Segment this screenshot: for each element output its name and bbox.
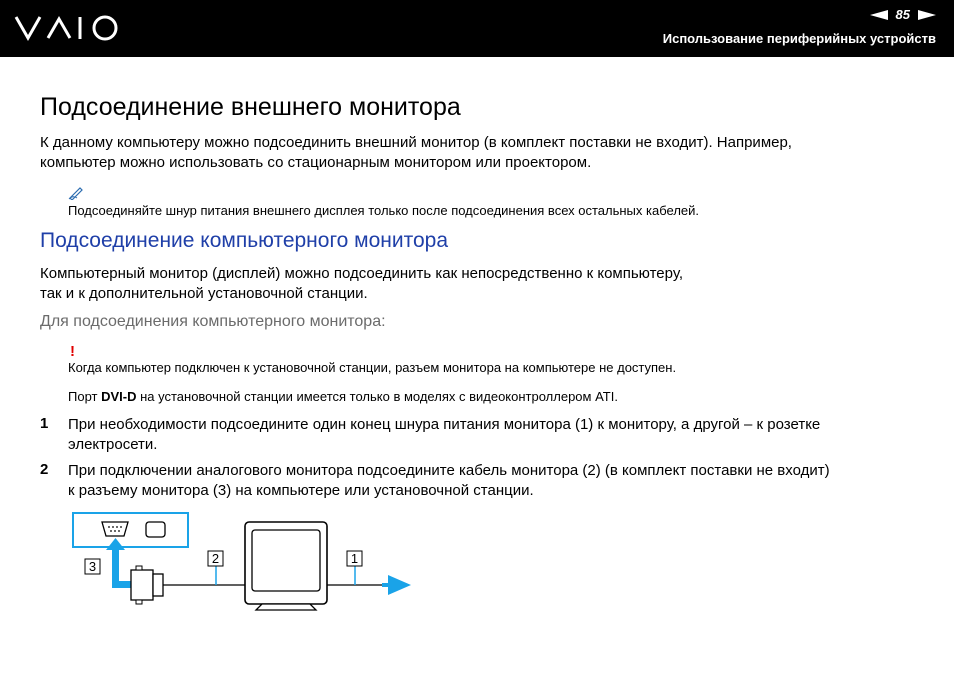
port-note-suffix: на установочной станции имеется только в моделях с видеоконтроллером ATI. (136, 389, 618, 404)
prev-page-icon[interactable] (870, 10, 888, 20)
monitor-stand (256, 604, 316, 610)
callout-1: 1 (350, 551, 359, 566)
intro-line-1: К данному компьютеру можно подсоединить внешний монитор (в комплект поставки не входит). Например, (40, 134, 792, 151)
other-port-icon (146, 522, 165, 537)
port-note (68, 388, 618, 405)
port-note-prefix: Порт (68, 389, 102, 404)
step-1-line-2: электросети. (68, 436, 158, 453)
sub-intro-line-2: так и к дополнительной установочной станции. (40, 285, 368, 302)
note-pencil-icon (68, 186, 84, 200)
page-title: Подсоединение внешнего монитора (40, 93, 461, 121)
sub-intro-line-1: Компьютерный монитор (дисплей) можно подсоединить как непосредственно к компьютеру, (40, 265, 683, 282)
step-1-line-1: При необходимости подсоедините один конец шнура питания монитора (1) к монитору, а другой – к розетке (68, 416, 821, 433)
step-1-number: 1 (40, 415, 49, 432)
vaio-logo (14, 14, 122, 42)
step-2-line-2: к разъему монитора (3) на компьютере или установочной станции. (68, 482, 534, 499)
note-text: Подсоединяйте шнур питания внешнего дисплея только после подсоединения всех остальных кабелей. (68, 203, 700, 218)
page-navigation (870, 7, 936, 22)
vga-plug-icon (131, 570, 153, 600)
procedure-heading: Для подсоединения компьютерного монитора: (40, 313, 386, 330)
connection-diagram (0, 500, 954, 674)
warning-icon: ! (70, 343, 75, 360)
warning-text: Когда компьютер подключен к установочной станции, разъем монитора на компьютере не доступен. (68, 360, 677, 375)
callout-2: 2 (211, 551, 220, 566)
vga-port-icon (102, 522, 128, 536)
connect-arrow-shaft (112, 548, 119, 584)
computer-port-panel (73, 513, 188, 547)
subsection-title: Подсоединение компьютерного монитора (40, 229, 449, 252)
section-title: Использование периферийных устройств (662, 31, 936, 46)
intro-line-2: компьютер можно использовать со стационарным монитором или проектором. (40, 154, 592, 171)
header-bar (0, 0, 954, 57)
power-outlet-arrow-icon (388, 575, 411, 595)
step-2-line-1: При подключении аналогового монитора подсоедините кабель монитора (2) (в комплект поставки не входит) (68, 462, 830, 479)
next-page-icon[interactable] (918, 10, 936, 20)
port-name: DVI-D (101, 389, 137, 404)
page-number: 85 (895, 7, 910, 22)
callout-3: 3 (88, 559, 97, 574)
step-2-number: 2 (40, 461, 49, 478)
